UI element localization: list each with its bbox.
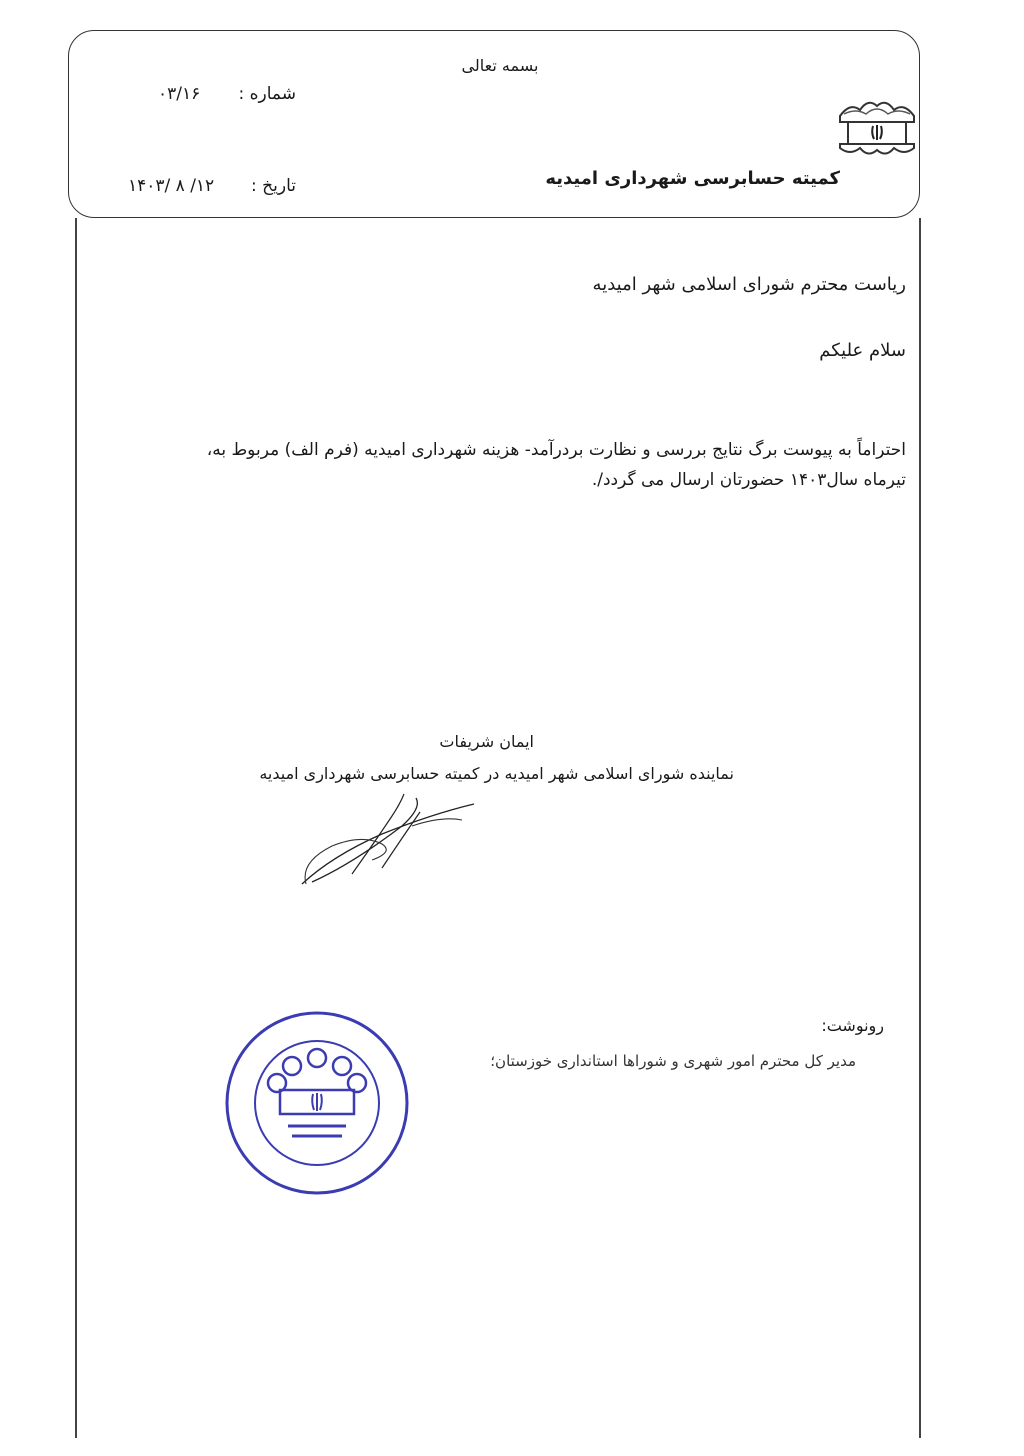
cc-recipient: مدیر کل محترم امور شهری و شوراها استانداری خوزستان؛ [490, 1052, 856, 1070]
number-label: شماره : [238, 84, 296, 104]
date-label: تاریخ : [251, 176, 296, 196]
signatory-title: نماینده شورای اسلامی شهر امیدیه در کمیته حسابرسی شهرداری امیدیه [259, 764, 734, 783]
signatory-name: ایمان شریفات [439, 732, 534, 751]
frame-left-line [75, 218, 77, 1438]
date-value: ۱۴۰۳/ ۸ /۱۲ [128, 176, 215, 196]
iran-emblem-icon [836, 92, 918, 160]
addressee: ریاست محترم شورای اسلامی شهر امیدیه [592, 274, 906, 295]
bismillah-heading: بسمه تعالی [461, 56, 539, 75]
council-seal-stamp [222, 1008, 412, 1198]
body-line-2: تیرماه سال۱۴۰۳ حضورتان ارسال می گردد/. [591, 470, 906, 490]
frame-right-line [919, 218, 921, 1438]
cc-label: رونوشت: [821, 1016, 884, 1035]
greeting: سلام علیکم [819, 340, 906, 361]
number-value: ۰۳/۱۶ [158, 84, 201, 104]
body-line-1: احتراماً به پیوست برگ نتایج بررسی و نظارت بردرآمد- هزینه شهرداری امیدیه (فرم الف) مربوط به، [206, 440, 906, 460]
committee-name: کمیته حسابرسی شهرداری امیدیه [545, 168, 840, 189]
handwritten-signature [292, 786, 482, 896]
